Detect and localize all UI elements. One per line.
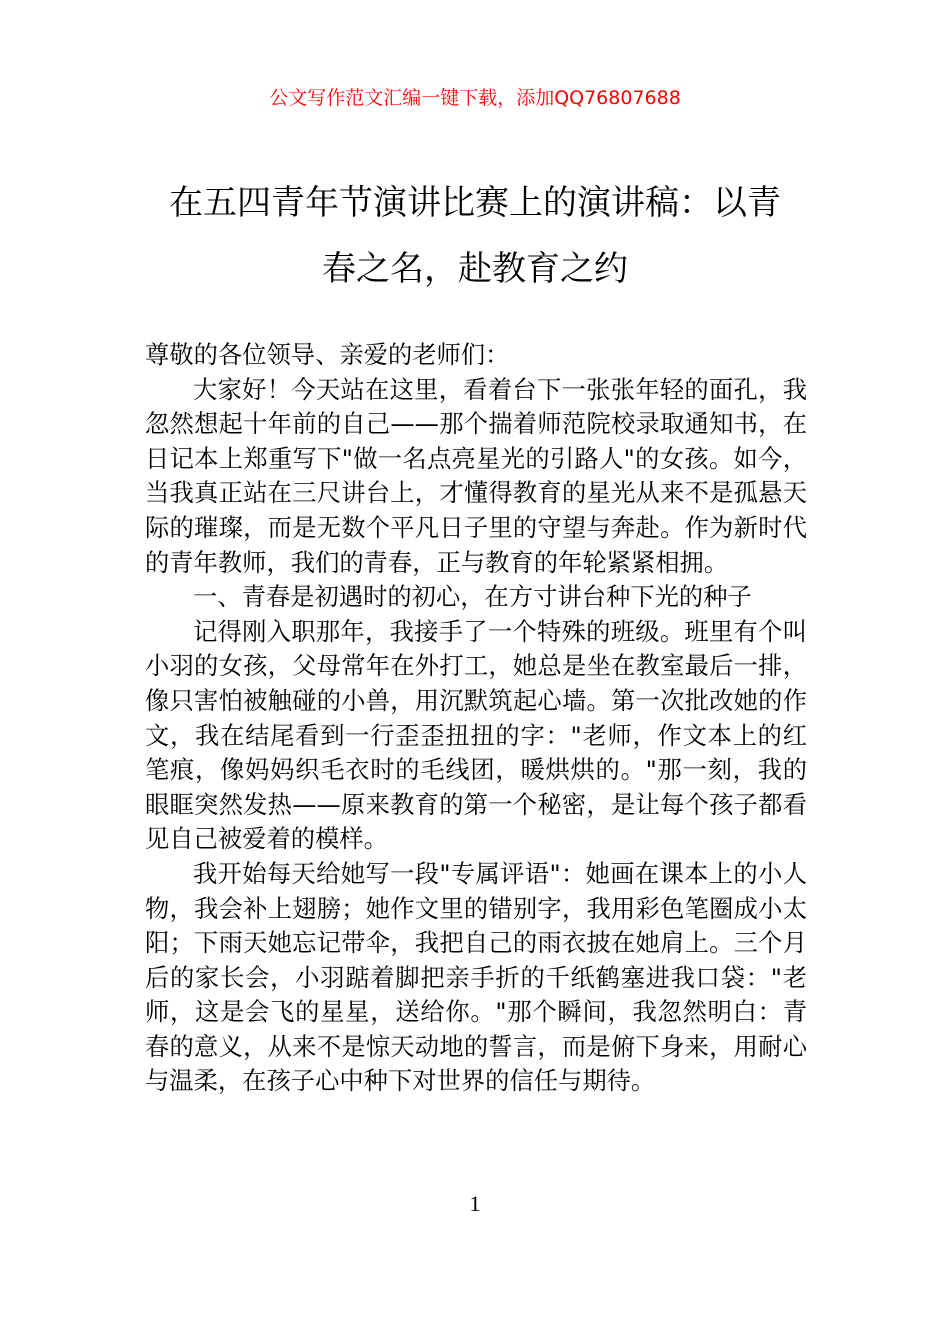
paragraph-xiaoyu-story: 记得刚入职那年，我接手了一个特殊的班级。班里有个叫小羽的女孩，父母常年在外打工，她总是坐在教室最后一排，像只害怕被触碰的小兽，用沉默筑起心墙。第一次批改她的作文，我在结尾看到一行歪歪扭扭的字："老师，作文本上的红笔痕，像妈妈织毛衣时的毛线团，暖烘烘的。"那一刻，我的眼眶突然发热——原来教育的第一个秘密，是让每个孩子都看见自己被爱着的模样。 xyxy=(145,616,807,854)
page-number: 1 xyxy=(469,1191,481,1216)
speech-body xyxy=(145,338,807,1099)
paragraph-daily-comments: 我开始每天给她写一段"专属评语"：她画在课本上的小人物，我会补上翅膀；她作文里的错别字，我用彩色笔圈成小太阳；下雨天她忘记带伞，我把自己的雨衣披在她肩上。三个月后的家长会，小羽踮着脚把亲手折的千纸鹤塞进我口袋："老师，这是会飞的星星，送给你。"那个瞬间，我忽然明白：青春的意义，从来不是惊天动地的誓言，而是俯下身来，用耐心与温柔，在孩子心中种下对世界的信任与期待。 xyxy=(145,858,807,1096)
paragraph-opening: 大家好！今天站在这里，看着台下一张张年轻的面孔，我忽然想起十年前的自己——那个揣着师范院校录取通知书，在日记本上郑重写下"做一名点亮星光的引路人"的女孩。如今，当我真正站在三尺讲台上，才懂得教育的星光从来不是孤悬天际的璀璨，而是无数个平凡日子里的守望与奔赴。作为新时代的青年教师，我们的青春，正与教育的年轮紧紧相拥。 xyxy=(145,374,807,577)
title-line-1: 在五四青年节演讲比赛上的演讲稿：以青 xyxy=(169,183,781,223)
header-download-note: 公文写作范文汇编一键下载，添加QQ76807688 xyxy=(269,87,681,109)
page-title xyxy=(145,170,805,302)
title-line-2: 春之名，赴教育之约 xyxy=(322,249,628,289)
section-heading-1: 一、青春是初遇时的初心，在方寸讲台种下光的种子 xyxy=(193,582,752,612)
salutation: 尊敬的各位领导、亲爱的老师们： xyxy=(145,340,510,369)
